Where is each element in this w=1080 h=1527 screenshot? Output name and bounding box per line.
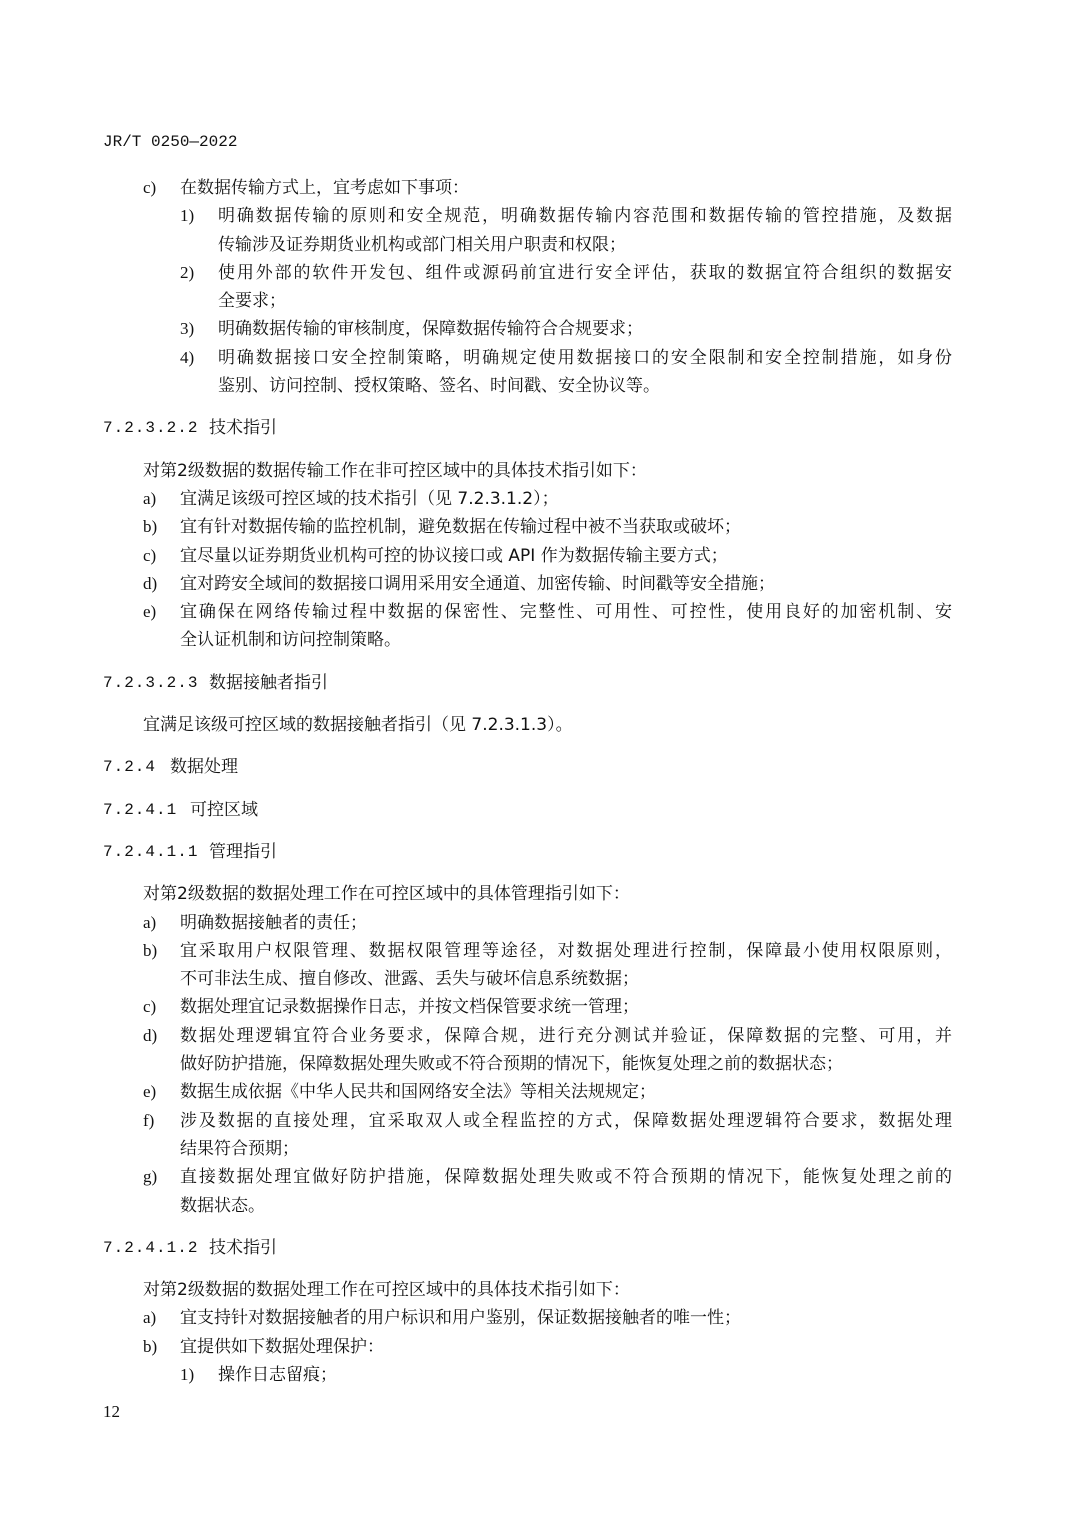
text-line: 明确数据接触者的责任； [180,912,367,933]
section-heading [0,838,1080,866]
section-number: 7.2.4.1.2 [103,1238,199,1257]
text-line: 在数据传输方式上，宜考虑如下事项： [180,178,469,198]
list-marker: 2) [180,262,195,282]
list-marker: d) [143,573,158,593]
document-body [0,174,1080,1389]
text-line: 宜满足该级可控区域的技术指引（见 7.2.3.1.2）； [180,488,559,509]
section-heading [0,796,1080,824]
list-item [0,937,1080,994]
text-line: 传输涉及证券期货业机构或部门相关用户职责和权限； [218,234,626,255]
list-item [0,1078,1080,1106]
document-code-header: JR/T 0250—2022 [103,133,238,151]
list-marker: a) [143,1308,157,1328]
paragraph [0,457,1080,485]
paragraph [0,880,1080,908]
section-title: 技术指引 [209,1237,277,1258]
list-item [0,259,1080,316]
list-item [0,485,1080,513]
list-marker: 1) [180,1364,195,1384]
list-item [0,513,1080,541]
list-item [0,1361,1080,1389]
list-marker: 1) [180,206,195,226]
section-number: 7.2.3.2.2 [103,419,199,438]
list-marker: c) [143,997,157,1017]
list-marker: e) [143,602,157,622]
list-marker: g) [143,1167,158,1187]
list-item [0,1163,1080,1220]
section-heading [0,753,1080,781]
list-item [0,315,1080,343]
section-title: 数据接触者指引 [209,672,328,693]
list-marker: f) [143,1110,155,1130]
text-line: 操作日志留痕； [218,1364,337,1385]
list-marker: e) [143,1082,157,1102]
list-marker: b) [143,517,158,537]
text-line: 宜尽量以证券期货业机构可控的协议接口或 API 作为数据传输主要方式； [180,545,728,566]
list-marker: b) [143,1336,158,1356]
text-line: 全要求； [218,291,286,312]
text-line: 数据处理逻辑宜符合业务要求，保障合规，进行充分测试并验证，保障数据的完整、可用，并 [180,1025,952,1046]
page-number: 12 [103,1402,120,1421]
text-line: 数据生成依据《中华人民共和国网络安全法》等相关法规规定； [180,1082,656,1103]
text-line: 不可非法生成、擅自修改、泄露、丢失与破坏信息系统数据； [180,969,639,990]
section-heading [0,414,1080,442]
list-marker: a) [143,912,157,932]
section-title: 技术指引 [209,418,277,439]
list-item [0,344,1080,401]
section-number: 7.2.3.2.3 [103,673,199,692]
list-marker: c) [143,178,157,197]
section-title: 管理指引 [209,841,277,862]
list-item [0,570,1080,598]
text-line: 明确数据接口安全控制策略，明确规定使用数据接口的安全限制和安全控制措施，如身份 [218,347,952,368]
text-line: 做好防护措施，保障数据处理失败或不符合预期的情况下，能恢复处理之前的数据状态； [180,1054,843,1075]
text-line: 宜对跨安全域间的数据接口调用采用安全通道、加密传输、时间戳等安全措施； [180,573,775,594]
list-marker: 4) [180,347,195,367]
list-item [0,1304,1080,1332]
list-item [0,598,1080,655]
text-line: 数据处理宜记录数据操作日志，并按文档保管要求统一管理； [180,997,639,1018]
text-line: 宜确保在网络传输过程中数据的保密性、完整性、可用性、可控性，使用良好的加密机制、安 [180,602,952,623]
section-number: 7.2.4.1.1 [103,842,199,861]
text-line: 直接数据处理宜做好防护措施，保障数据处理失败或不符合预期的情况下，能恢复处理之前的 [180,1167,952,1188]
text-line: 宜提供如下数据处理保护： [180,1336,384,1357]
paragraph [0,711,1080,739]
list-item [0,174,1080,202]
text-line: 宜支持针对数据接触者的用户标识和用户鉴别，保证数据接触者的唯一性； [180,1308,741,1329]
list-item [0,1022,1080,1079]
text-line: 数据状态。 [180,1195,265,1216]
text-line: 明确数据传输的审核制度，保障数据传输符合合规要求； [218,319,643,340]
section-number: 7.2.4.1 [103,800,178,819]
list-marker: a) [143,488,157,508]
text-line: 使用外部的软件开发包、组件或源码前宜进行安全评估，获取的数据宜符合组织的数据安 [218,262,952,283]
text-line: 宜满足该级可控区域的数据接触者指引（见 7.2.3.1.3）。 [143,715,573,736]
list-item [0,542,1080,570]
text-line: 鉴别、访问控制、授权策略、签名、时间戳、安全协议等。 [218,376,660,397]
text-line: 明确数据传输的原则和安全规范，明确数据传输内容范围和数据传输的管控措施，及数据 [218,206,952,227]
text-line: 宜采取用户权限管理、数据权限管理等途径，对数据处理进行控制，保障最小使用权限原则， [180,940,952,961]
text-line: 全认证机制和访问控制策略。 [180,630,401,651]
section-number: 7.2.4 [103,758,157,777]
section-heading [0,669,1080,697]
text-line: 涉及数据的直接处理，宜采取双人或全程监控的方式，保障数据处理逻辑符合要求，数据处理 [180,1110,952,1131]
text-line: 对第2级数据的数据传输工作在非可控区域中的具体技术指引如下： [143,460,647,481]
list-marker: c) [143,545,157,565]
section-heading [0,1234,1080,1262]
text-line: 结果符合预期； [180,1138,299,1159]
list-marker: b) [143,940,158,960]
paragraph [0,1276,1080,1304]
list-marker: 3) [180,319,195,339]
text-line: 宜有针对数据传输的监控机制，避免数据在传输过程中被不当获取或破坏； [180,517,741,538]
text-line: 对第2级数据的数据处理工作在可控区域中的具体技术指引如下： [143,1280,630,1301]
section-title: 数据处理 [170,757,238,778]
list-item [0,202,1080,259]
list-item [0,993,1080,1021]
list-item [0,909,1080,937]
text-line: 对第2级数据的数据处理工作在可控区域中的具体管理指引如下： [143,884,630,905]
list-marker: d) [143,1025,158,1045]
list-item [0,1333,1080,1361]
section-title: 可控区域 [190,799,258,820]
list-item [0,1107,1080,1164]
